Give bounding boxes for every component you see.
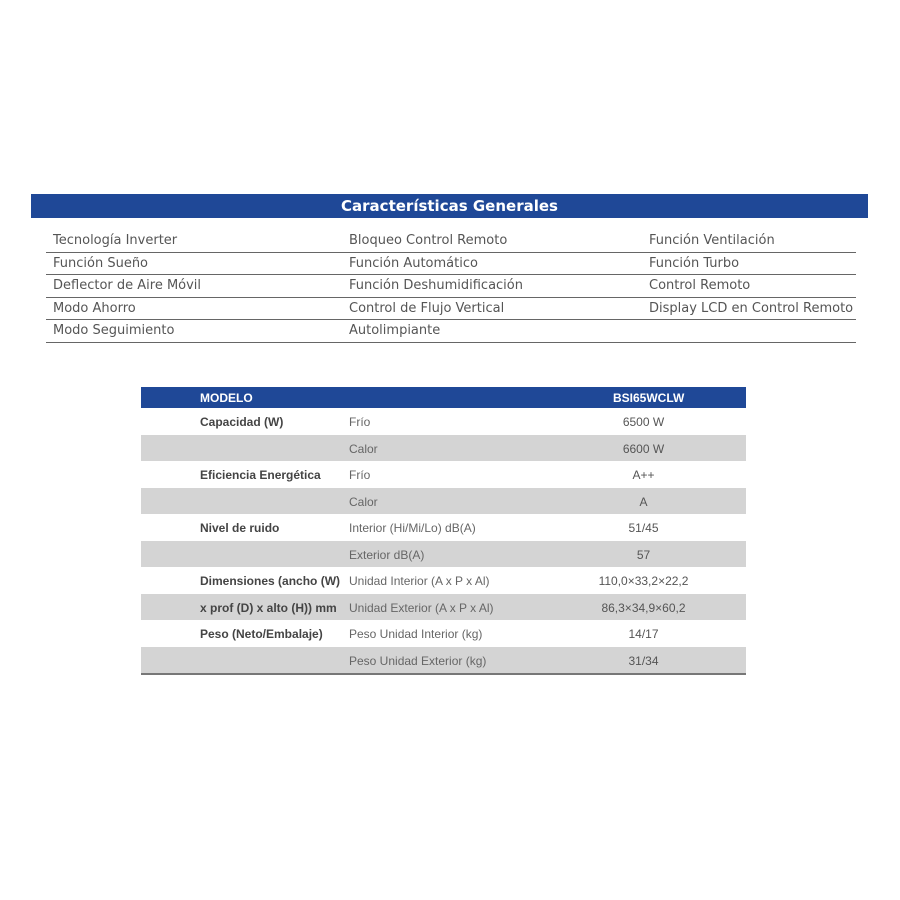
spec-row [141, 567, 746, 594]
spec-label: Nivel de ruido [200, 521, 280, 535]
spec-value: 110,0×33,2×22,2 [598, 574, 689, 588]
feature-item: Tecnología Inverter [53, 233, 178, 248]
spec-value: 57 [636, 547, 651, 562]
feature-row [46, 298, 856, 321]
spec-sublabel: Exterior dB(A) [349, 547, 425, 562]
spec-value: 6500 W [622, 415, 665, 429]
feature-item: Autolimpiante [349, 323, 441, 338]
spec-row [141, 408, 746, 435]
feature-item: Función Sueño [53, 255, 149, 271]
spec-row [141, 461, 746, 488]
spec-row [141, 647, 746, 674]
spec-sublabel: Calor [349, 441, 378, 456]
spec-label: Capacidad (W) [200, 415, 284, 429]
features-title: Características Generales [31, 194, 868, 218]
features-grid [46, 230, 856, 343]
row-divider [46, 342, 325, 343]
feature-item: Modo Seguimiento [53, 323, 175, 338]
spec-bottom-rule [141, 673, 746, 675]
spec-label: Peso (Neto/Embalaje) [200, 627, 323, 641]
feature-item: Bloqueo Control Remoto [349, 233, 508, 248]
spec-value: 86,3×34,9×60,2 [601, 600, 686, 615]
spec-sublabel: Unidad Exterior (A x P x Al) [349, 600, 494, 615]
feature-item: Función Turbo [649, 255, 740, 271]
spec-row [141, 620, 746, 647]
feature-row [46, 230, 856, 253]
spec-header-model: BSI65WCLW [613, 391, 685, 405]
spec-value: 6600 W [622, 441, 665, 456]
spec-sublabel: Peso Unidad Exterior (kg) [349, 653, 487, 668]
spec-value: A++ [632, 468, 655, 482]
feature-item: Función Ventilación [649, 233, 775, 248]
spec-label: Dimensiones (ancho (W) [200, 574, 341, 588]
feature-item: Función Automático [349, 255, 478, 271]
spec-sublabel: Peso Unidad Interior (kg) [349, 627, 483, 641]
spec-header [141, 387, 746, 408]
spec-row [141, 488, 746, 515]
spec-rows [141, 408, 746, 673]
feature-item: Control Remoto [649, 278, 751, 293]
spec-header-label: MODELO [200, 391, 253, 405]
feature-row [46, 320, 856, 343]
spec-value: 51/45 [628, 521, 659, 535]
spec-label: Eficiencia Energética [200, 468, 321, 482]
spec-value: 14/17 [628, 627, 659, 641]
spec-sublabel: Interior (Hi/Mi/Lo) dB(A) [349, 521, 476, 535]
spec-value: 31/34 [628, 653, 659, 668]
spec-label: x prof (D) x alto (H)) mm [200, 600, 337, 615]
spec-row [141, 541, 746, 568]
feature-item: Deflector de Aire Móvil [53, 278, 202, 293]
feature-item: Modo Ahorro [53, 300, 136, 316]
feature-item: Función Deshumidificación [349, 278, 523, 293]
spec-row [141, 514, 746, 541]
feature-item: Display LCD en Control Remoto [649, 300, 854, 316]
spec-sublabel: Calor [349, 494, 378, 509]
feature-row [46, 275, 856, 298]
feature-row [46, 253, 856, 276]
spec-value: A [639, 494, 648, 509]
row-divider [325, 342, 856, 343]
spec-sublabel: Frío [349, 468, 371, 482]
spec-sublabel: Unidad Interior (A x P x Al) [349, 574, 490, 588]
spec-sublabel: Frío [349, 415, 371, 429]
spec-row [141, 435, 746, 462]
feature-item: Control de Flujo Vertical [349, 300, 505, 316]
spec-table [141, 387, 746, 675]
spec-row [141, 594, 746, 621]
